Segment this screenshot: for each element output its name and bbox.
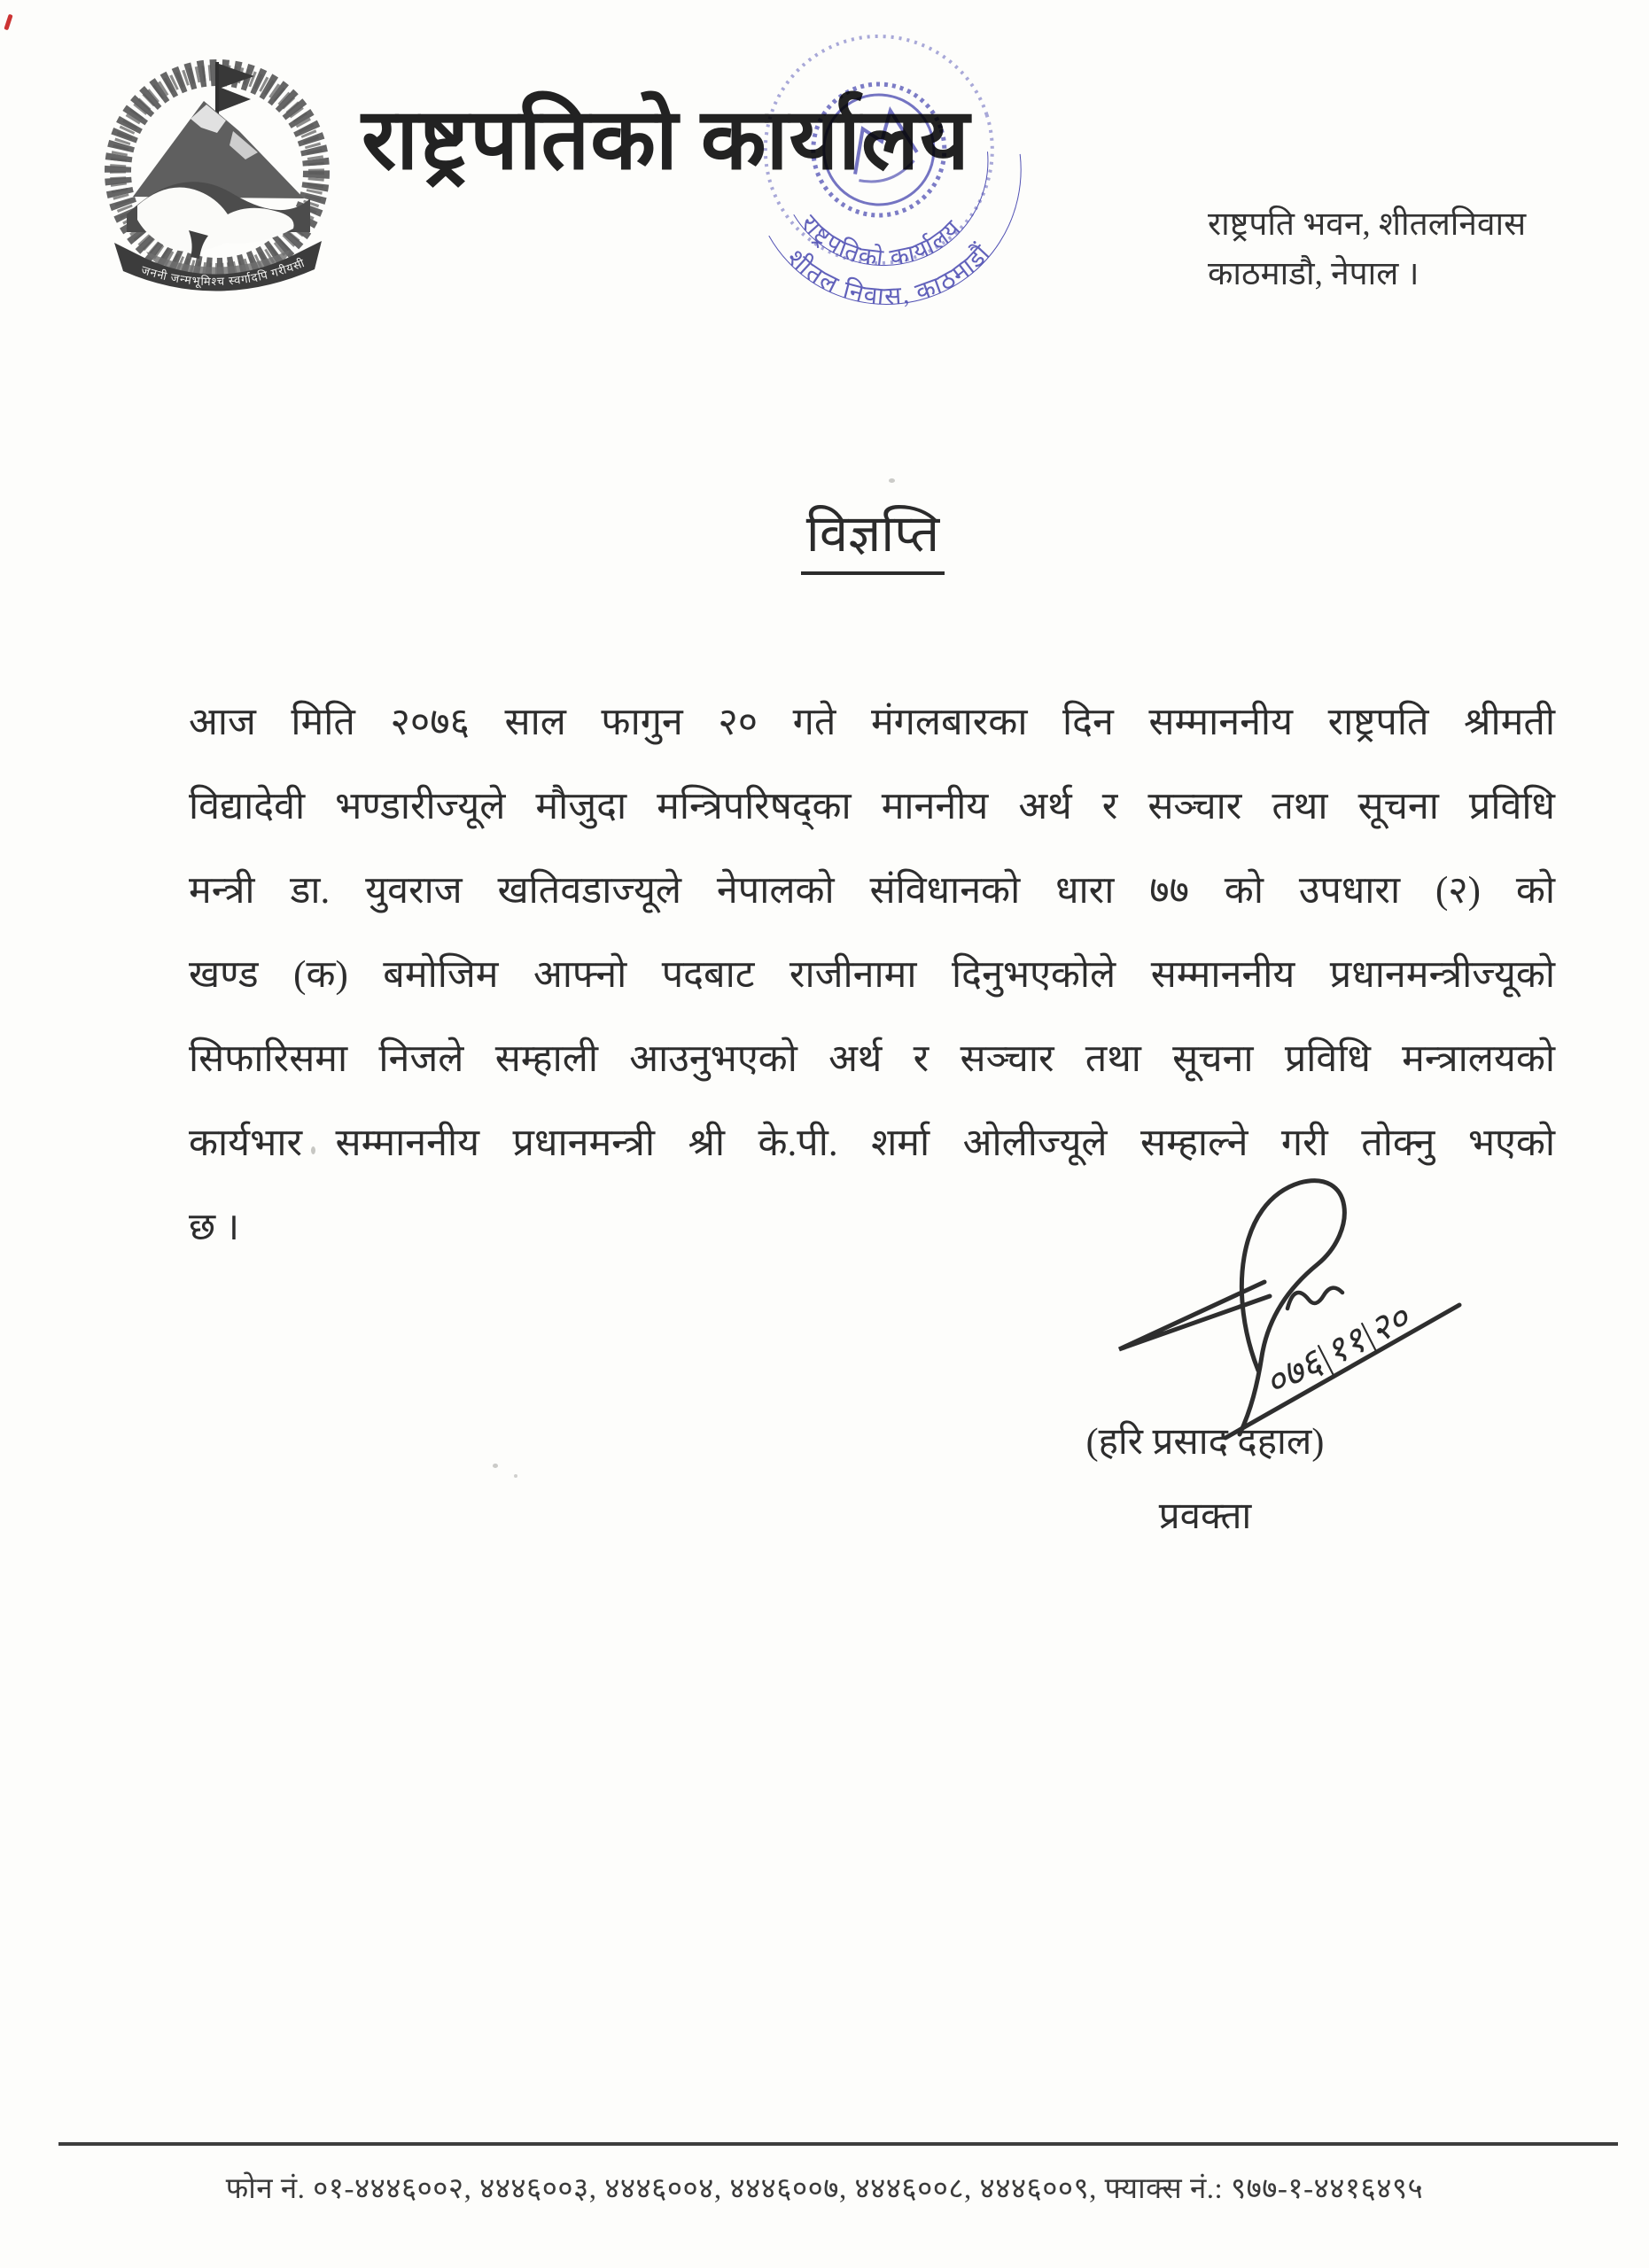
stamp-dotted-ring [797, 67, 961, 232]
stamp-text-office: राष्ट्रपतिको कार्यालय [796, 209, 968, 272]
scan-speck [493, 1464, 498, 1468]
body-line: खण्ड (क) बमोजिम आफ्नो पदबाट राजीनामा दिनुभएकोले सम्माननीय प्रधानमन्त्रीज्यूको [189, 954, 1555, 996]
scan-speck [514, 1474, 517, 1478]
office-title: राष्ट्रपतिको कार्यालय [362, 92, 970, 187]
footer-divider [58, 2142, 1618, 2146]
scan-artifact-red-mark [4, 14, 12, 31]
stamp-inner-circle [810, 81, 948, 219]
signer-name: (हरि प्रसाद दहाल) [1085, 1422, 1325, 1463]
stamp-emblem-sketch [840, 106, 918, 174]
office-stamp [698, 16, 1070, 335]
scan-speck [889, 478, 895, 483]
body-line: आज मिति २०७६ साल फागुन २० गते मंगलबारका दिन सम्माननीय राष्ट्रपति श्रीमती [189, 702, 1555, 743]
notice-title: विज्ञप्ति [801, 496, 945, 575]
body-line: कार्यभार सम्माननीय प्रधानमन्त्री श्री के.पी. शर्मा ओलीज्यूले सम्हाल्ने गरी तोक्नु भएको [189, 1122, 1555, 1164]
signature-block [997, 1416, 1413, 1543]
body-line: मन्त्री डा. युवराज खतिवडाज्यूले नेपालको संविधानको धारा ७७ को उपधारा (२) को [189, 870, 1555, 912]
motto-text: जननी जन्मभूमिश्च स्वर्गादपि गरीयसी [139, 255, 307, 289]
footer-contact-info: फोन नं. ०१-४४४६००२, ४४४६००३, ४४४६००४, ४४४६००७, ४४४६००८, ४४४६००९, फ्याक्स नं.: ९७७-१-४४१६४९५ [225, 2173, 1424, 2205]
signer-designation: प्रवक्ता [1158, 1496, 1252, 1537]
signature-squiggle [1287, 1288, 1342, 1309]
address-line-2: काठमाडौ, नेपाल । [1208, 256, 1420, 292]
stamp-text-address: शीतल निवास, काठमाडौं [781, 238, 997, 311]
body-line: छ । [189, 1207, 240, 1248]
address-line-1: राष्ट्रपति भवन, शीतलनिवास [1208, 206, 1527, 243]
body-line: विद्यादेवी भण्डारीज्यूले मौजुदा मन्त्रिपरिषद्का माननीय अर्थ र सञ्चार तथा सूचना प्रविधि [189, 786, 1555, 827]
nepal-coat-of-arms-logo [84, 46, 350, 299]
office-address [1208, 200, 1580, 299]
notice-title-wrap [718, 496, 1028, 575]
handwritten-date: ०७६|११|२० [1258, 1297, 1416, 1405]
body-line: सिफारिसमा निजले सम्हाली आउनुभएको अर्थ र सञ्चार तथा सूचना प्रविधि मन्त्रालयको [189, 1038, 1555, 1080]
